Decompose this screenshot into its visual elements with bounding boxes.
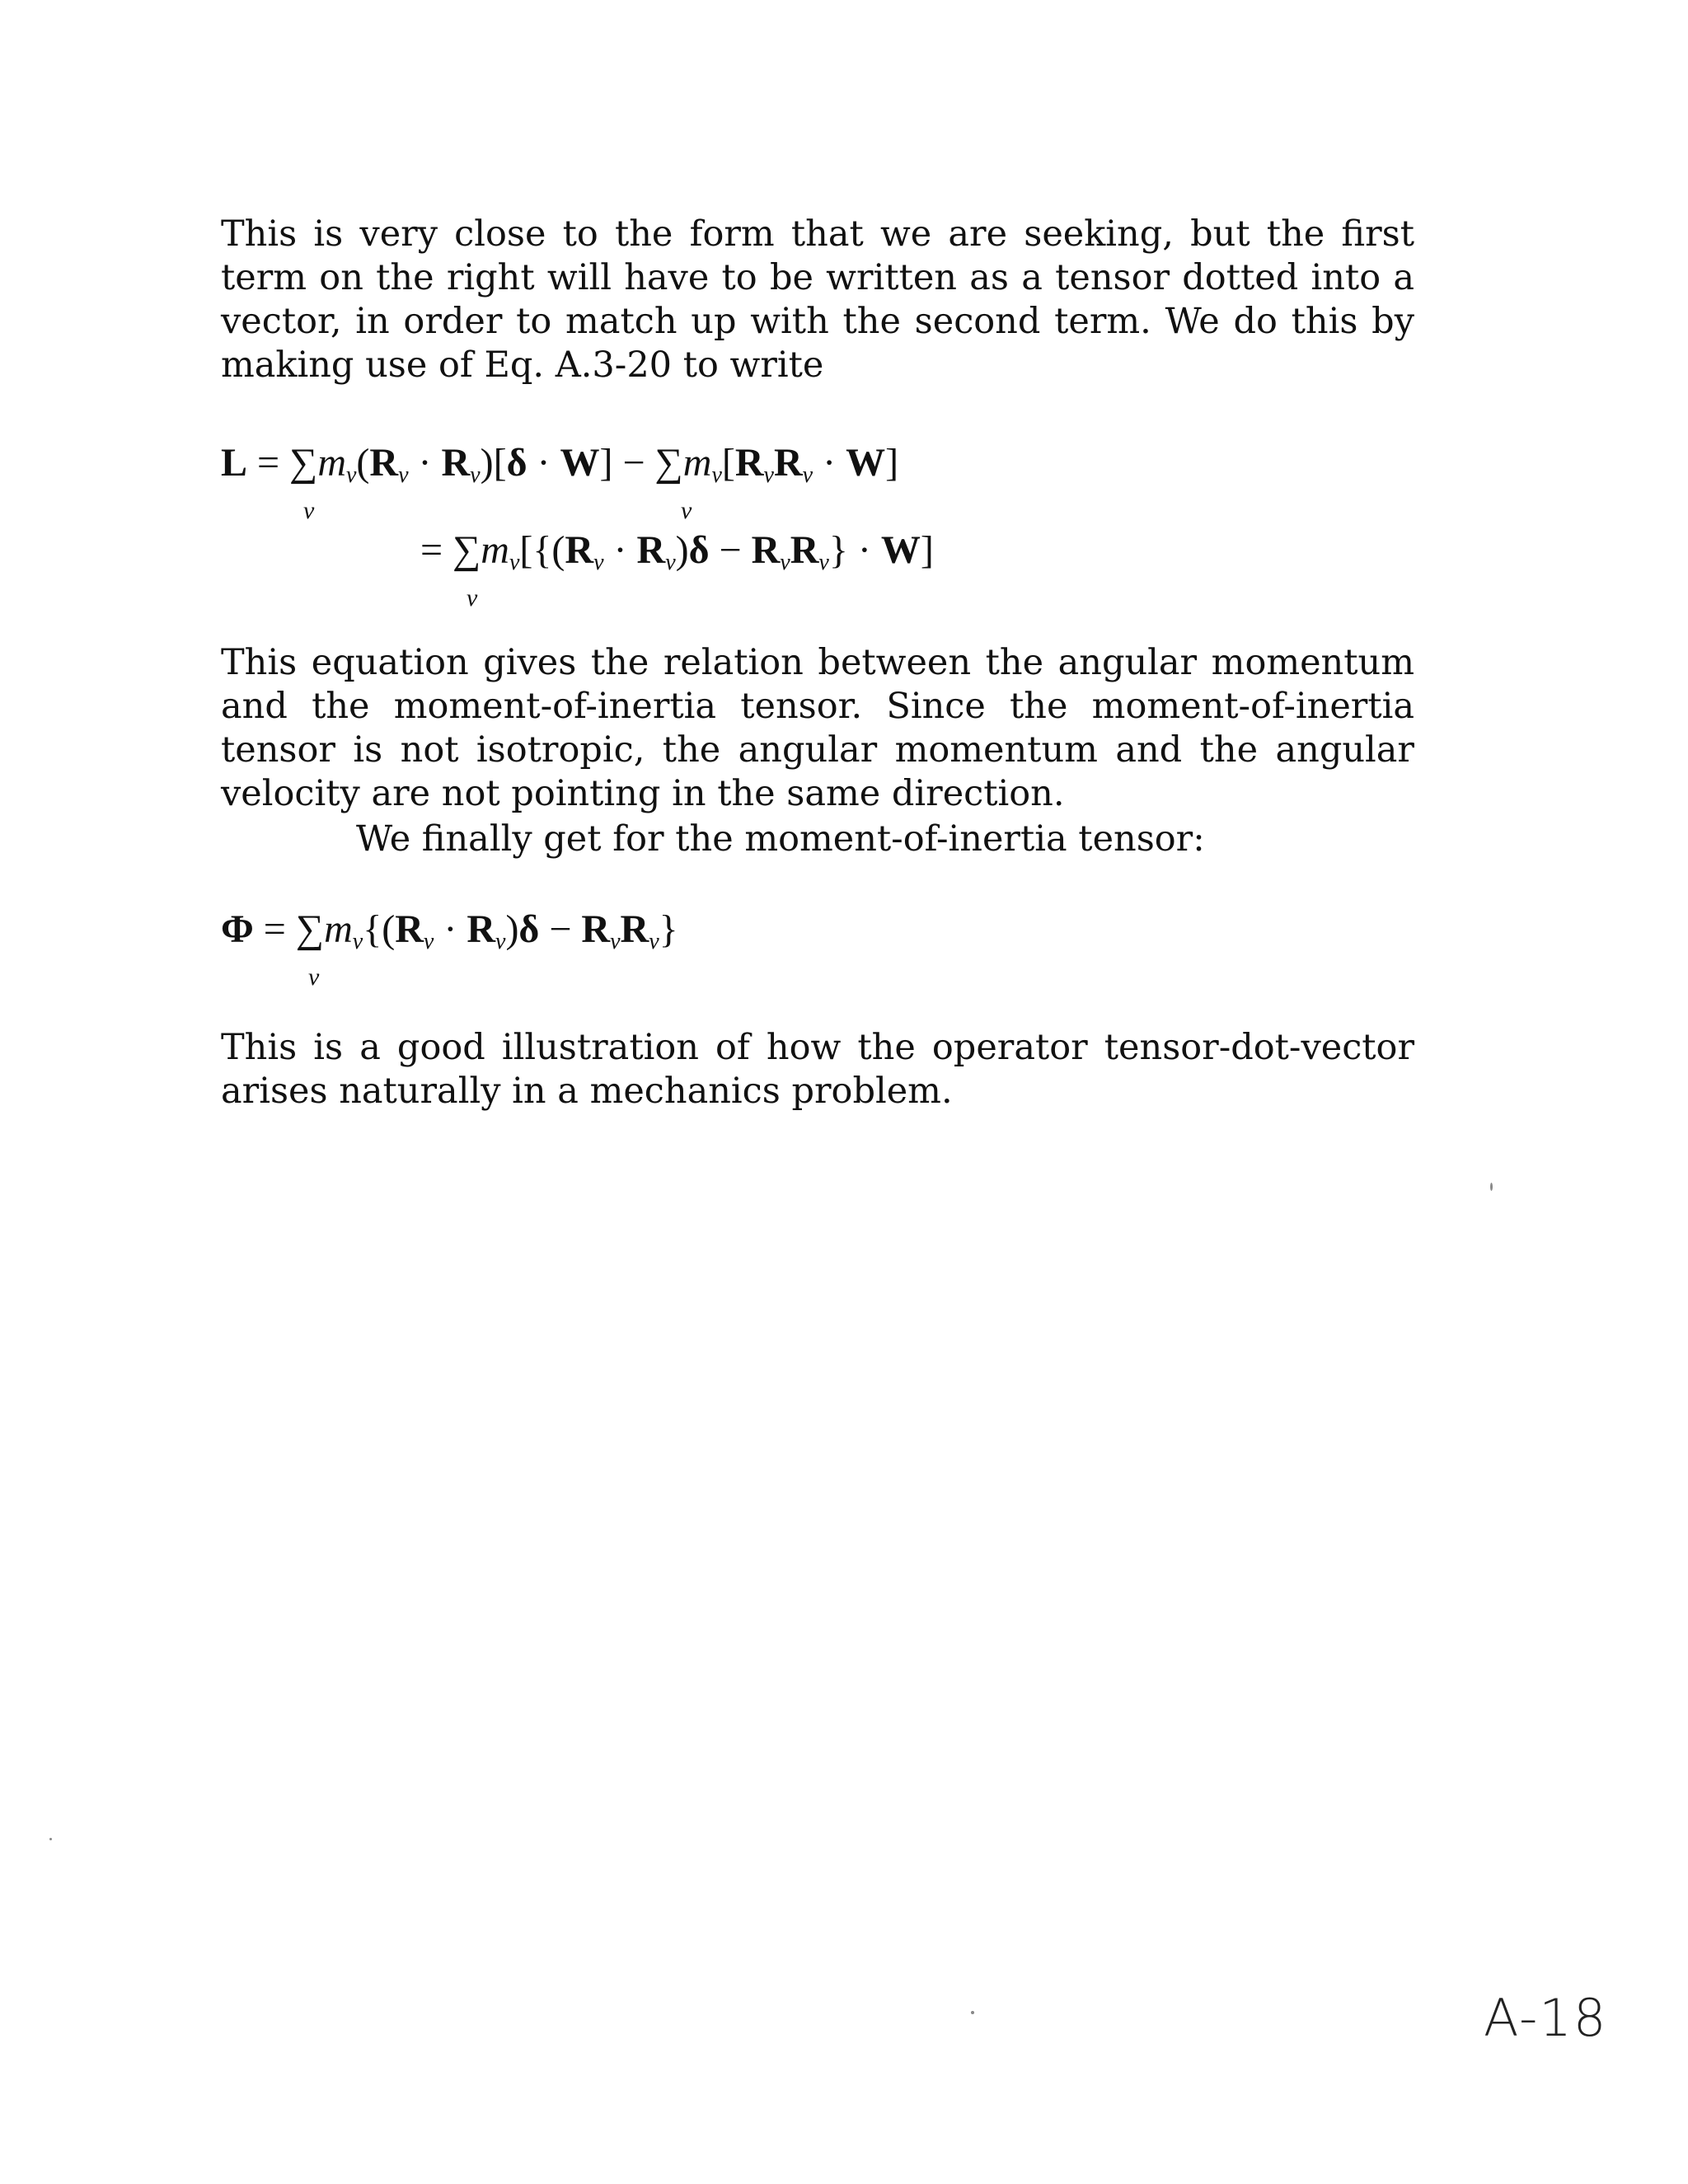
sum-index: ν: [308, 963, 320, 991]
paragraph-intro: This is very close to the form that we are seeking, but the first term on the right will have to be written as a tensor dotted into a vector, in order to match up with the second term. We do this by making use of Eq. A.3-20 to write: [221, 213, 1414, 386]
equation-angular-momentum-line-1: $L = \sum m_\nu(R_\nu \cdot R_\nu)[\delta \cdot W] - \sum m_\nu[R_\nu R_\nu \cdot W]$ ν ν: [221, 438, 898, 500]
scan-speck: [971, 2011, 974, 2014]
page-number: A-18: [1484, 1988, 1608, 2048]
paragraph-illustration: This is a good illustration of how the operator tensor-dot-vector arises naturally in a mechanics problem.: [221, 1027, 1414, 1112]
sum-index: ν: [467, 584, 478, 612]
equation-angular-momentum-line-2: = $\sum m_\nu[\{(R_\nu \cdot R_\nu)\delta - R_\nu R_\nu\} \cdot W]$ ν: [420, 526, 934, 588]
equation-moment-of-inertia: $\Phi = \sum m_\nu\{(R_\nu \cdot R_\nu)\delta - R_\nu R_\nu\}$ ν: [221, 905, 678, 967]
paragraph-finally: We finally get for the moment-of-inertia tensor:: [356, 818, 1205, 860]
scan-speck: [49, 1838, 52, 1840]
scan-speck: [1490, 1183, 1493, 1191]
sum-index: ν: [681, 497, 692, 524]
paragraph-relation: This equation gives the relation between the angular momentum and the moment-of-inertia tensor. Since the moment-of-inertia tensor is not isotropic, the angular momentum and the angular velocity are not pointing in the same direction.: [221, 642, 1414, 814]
sum-index: ν: [303, 497, 315, 524]
